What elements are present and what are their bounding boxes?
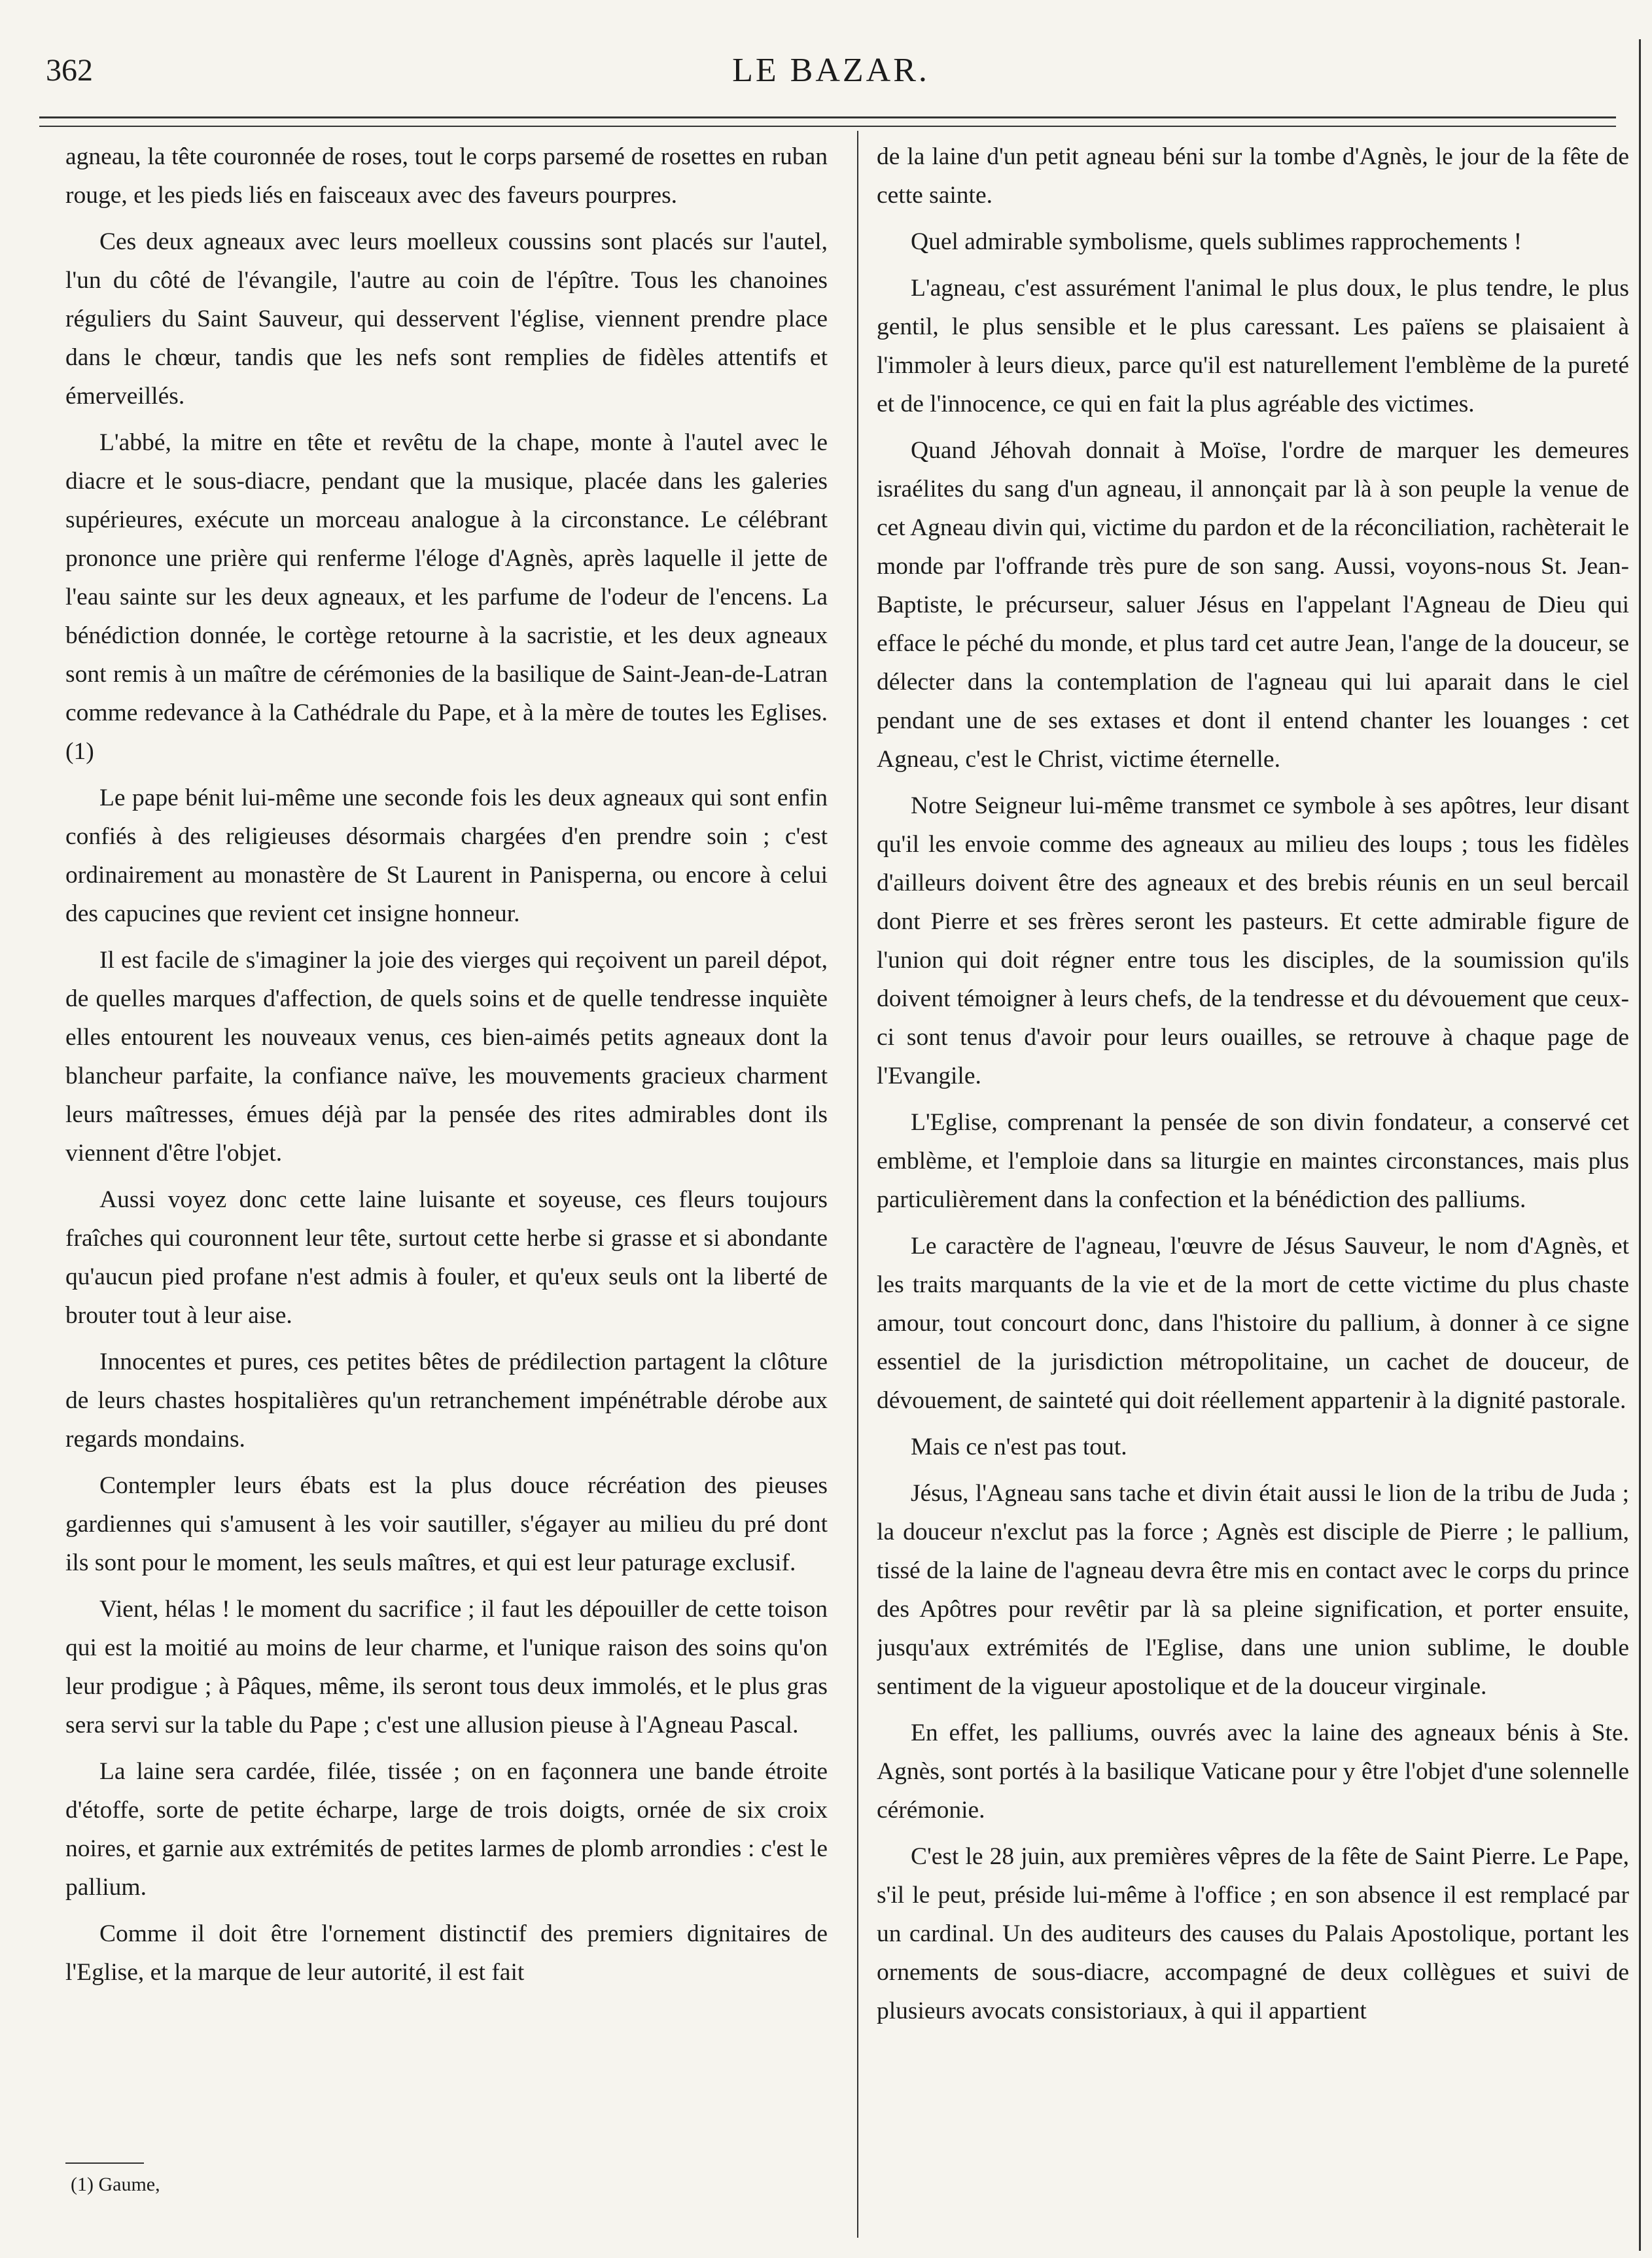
paragraph: La laine sera cardée, filée, tissée ; on en façonnera une bande étroite d'étoffe, sorte de petite écharpe, large de trois doigts, ornée de six croix noires, et garnie aux extrémités de petites larmes de plomb arrondies : c'est le pallium.: [65, 1758, 828, 1901]
journal-title: LE BAZAR.: [732, 52, 930, 89]
paragraph: C'est le 28 juin, aux premières vêpres de la fête de Saint Pierre. Le Pape, s'il le peut, préside lui-même à l'office ; en son absence il est remplacé par un cardinal. Un des auditeurs des causes du Palais Apostolique, portant les ornements de sous-diacre, accompagné de deux collègues et suivi de plusieurs avocats consistoriaux, à qui il appartient: [877, 1843, 1629, 2024]
footnote: (1) Gaume,: [71, 2174, 160, 2195]
right-column: [877, 137, 1629, 2225]
paragraph: Ces deux agneaux avec leurs moelleux coussins sont placés sur l'autel, l'un du côté de l'évangile, l'autre au coin de l'épître. Tous les chanoines réguliers du Saint Sauveur, qui desservent l'église, viennent prendre place dans le chœur, tandis que les nefs sont remplies de fidèles attentifs et émerveillés.: [65, 228, 828, 410]
paragraph: Notre Seigneur lui-même transmet ce symbole à ses apôtres, leur disant qu'il les envoie comme des agneaux au milieu des loups ; tous les fidèles d'ailleurs doivent être des agneaux et des brebis réunis en un seul bercail dont Pierre et ses frères seront les pasteurs. Et cette admirable figure de l'union qui doit régner entre tous les disciples, de la soumission qu'ils doivent témoigner à leurs chefs, de la tendresse et du dévouement que ceux-ci sont tenus d'avoir pour leurs ouailles, se retrouve à chaque page de l'Evangile.: [877, 792, 1629, 1089]
paragraph: de la laine d'un petit agneau béni sur la tombe d'Agnès, le jour de la fête de cette sainte.: [877, 143, 1629, 209]
paragraph: Le pape bénit lui-même une seconde fois les deux agneaux qui sont enfin confiés à des religieuses désormais chargées d'en prendre soin ; c'est ordinairement au monastère de St Laurent in Panisperna, ou encore à celui des capucines que revient cet insigne honneur.: [65, 785, 828, 927]
paragraph: L'Eglise, comprenant la pensée de son divin fondateur, a conservé cet emblème, et l'emploie dans sa liturgie en maintes circonstances, mais plus particulièrement dans la confection et la bénédiction des palliums.: [877, 1109, 1629, 1213]
paragraph: Vient, hélas ! le moment du sacrifice ; il faut les dépouiller de cette toison qui est la moitié au moins de leur charme, et l'unique raison des soins qu'on leur prodigue ; à Pâques, même, ils seront tous deux immolés, et le plus gras sera servi sur la table du Pape ; c'est une allusion pieuse à l'Agneau Pascal.: [65, 1596, 828, 1738]
paragraph: Comme il doit être l'ornement distinctif des premiers dignitaires de l'Eglise, et la marque de leur autorité, il est fait: [65, 1920, 828, 1986]
header-rule-thick: [39, 116, 1616, 118]
paragraph: Il est facile de s'imaginer la joie des vierges qui reçoivent un pareil dépot, de quelles marques d'affection, de quels soins et de quelle tendresse inquiète elles entourent les nouveaux venus, ces bien-aimés petits agneaux dont la blancheur parfaite, la confiance naïve, les mouvements gracieux charment leurs maîtresses, émues déjà par la pensée des rites admirables dont ils viennent d'être l'objet.: [65, 947, 828, 1167]
page-number: 362: [46, 53, 93, 88]
paragraph: Aussi voyez donc cette laine luisante et soyeuse, ces fleurs toujours fraîches qui couronnent leur tête, surtout cette herbe si grasse et si abondante qu'aucun pied profane n'est admis à fouler, et qu'eux seuls ont la liberté de brouter tout à leur aise.: [65, 1186, 828, 1329]
header-rule-thin: [39, 126, 1616, 127]
paragraph: Contempler leurs ébats est la plus douce récréation des pieuses gardiennes qui s'amusent à les voir sautiller, s'égayer au milieu du pré dont ils sont pour le moment, les seuls maîtres, et qui est leur paturage exclusif.: [65, 1472, 828, 1576]
paragraph: Quel admirable symbolisme, quels sublimes rapprochements !: [911, 228, 1522, 255]
paragraph: Mais ce n'est pas tout.: [911, 1434, 1127, 1460]
paragraph: agneau, la tête couronnée de roses, tout le corps parsemé de rosettes en ruban rouge, et les pieds liés en faisceaux avec des faveurs pourpres.: [65, 143, 828, 209]
paragraph: En effet, les palliums, ouvrés avec la laine des agneaux bénis à Ste. Agnès, sont portés à la basilique Vaticane pour y être l'objet d'une solennelle cérémonie.: [877, 1720, 1629, 1824]
paragraph: Innocentes et pures, ces petites bêtes de prédilection partagent la clôture de leurs chastes hospitalières qu'un retranchement impénétrable dérobe aux regards mondains.: [65, 1349, 828, 1453]
paragraph: Jésus, l'Agneau sans tache et divin était aussi le lion de la tribu de Juda ; la douceur n'exclut pas la force ; Agnès est disciple de Pierre ; le pallium, tissé de la laine de l'agneau devra être mis en contact avec le corps du prince des Apôtres pour revêtir par là sa pleine signification, et porter ensuite, jusqu'aux extrémités de l'Eglise, dans une union sublime, le double sentiment de la vigueur apostolique et de la douceur virginale.: [877, 1480, 1629, 1700]
paragraph: L'abbé, la mitre en tête et revêtu de la chape, monte à l'autel avec le diacre et le sous-diacre, pendant que la musique, placée dans les galeries supérieures, exécute un morceau analogue à la circonstance. Le célébrant prononce une prière qui renferme l'éloge d'Agnès, après laquelle il jette de l'eau sainte sur les deux agneaux, et les parfume de l'odeur de l'encens. La bénédiction donnée, le cortège retourne à la sacristie, et les deux agneaux sont remis à un maître de cérémonies de la basilique de Saint-Jean-de-Latran comme redevance à la Cathédrale du Pape, et à la mère de toutes les Eglises. (1): [65, 429, 828, 765]
column-divider: [857, 131, 858, 2238]
page-header: [46, 46, 1616, 98]
left-column: [65, 137, 828, 2225]
paragraph: Le caractère de l'agneau, l'œuvre de Jésus Sauveur, le nom d'Agnès, et les traits marquants de la vie et de la mort de cette victime du plus chaste amour, tout concourt donc, dans l'histoire du pallium, à donner à ce signe essentiel de la jurisdiction métropolitaine, un cachet de douceur, de dévouement, de sainteté qui doit réellement appartenir à la dignité pastorale.: [877, 1233, 1629, 1414]
paragraph: L'agneau, c'est assurément l'animal le plus doux, le plus tendre, le plus gentil, le plus sensible et le plus caressant. Les païens se plaisaient à l'immoler à leurs dieux, parce qu'il est naturellement l'emblème de la pureté et de l'innocence, ce qui en fait la plus agréable des victimes.: [877, 275, 1629, 417]
paragraph: Quand Jéhovah donnait à Moïse, l'ordre de marquer les demeures israélites du sang d'un agneau, il annonçait par là à son peuple la venue de cet Agneau divin qui, victime du pardon et de la réconciliation, rachèterait le monde par l'offrande très pure de son sang. Aussi, voyons-nous St. Jean-Baptiste, le précurseur, saluer Jésus en l'appelant l'Agneau de Dieu qui efface le péché du monde, et plus tard cet autre Jean, l'ange de la douceur, se délecter dans la contemplation de l'agneau qui lui aparait dans le ciel pendant une de ses extases et dont il entend chanter les louanges : cet Agneau, c'est le Christ, victime éternelle.: [877, 437, 1629, 773]
footnote-rule: [65, 2162, 144, 2164]
page-edge-rule: [1639, 39, 1641, 2251]
